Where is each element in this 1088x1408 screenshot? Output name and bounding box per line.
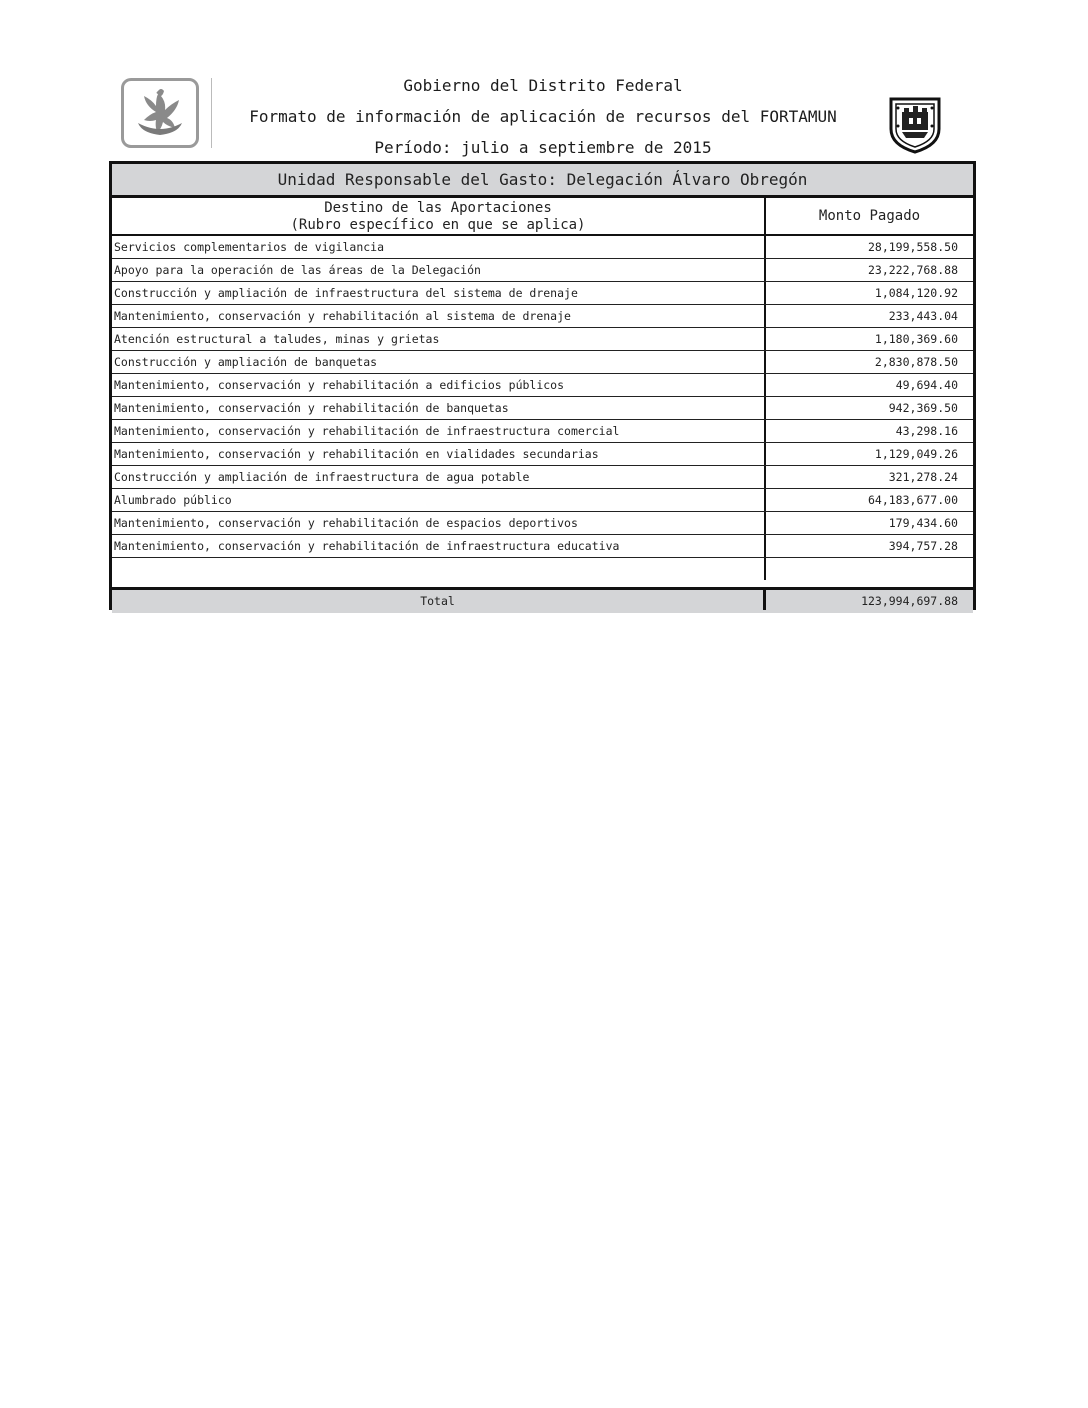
table-row — [112, 351, 973, 374]
destino-cell: Servicios complementarios de vigilancia — [112, 236, 766, 258]
destino-cell: Construcción y ampliación de infraestructura de agua potable — [112, 466, 766, 488]
destino-cell: Mantenimiento, conservación y rehabilitación de infraestructura comercial — [112, 420, 766, 442]
monto-cell: 233,443.04 — [888, 309, 958, 323]
monto-cell — [766, 558, 973, 580]
fortamun-table — [109, 161, 976, 610]
total-row — [112, 587, 973, 613]
destino-cell: Alumbrado público — [112, 489, 766, 511]
destino-cell: Apoyo para la operación de las áreas de la Delegación — [112, 259, 766, 281]
monto-cell: 179,434.60 — [888, 516, 958, 530]
total-value: 123,994,697.88 — [861, 594, 958, 608]
monto-cell: 321,278.24 — [888, 470, 958, 484]
destino-cell: Mantenimiento, conservación y rehabilitación al sistema de drenaje — [112, 305, 766, 327]
destino-cell: Construcción y ampliación de infraestructura del sistema de drenaje — [112, 282, 766, 304]
document-title: Formato de información de aplicación de recursos del FORTAMUN — [249, 107, 837, 126]
unit-title: Unidad Responsable del Gasto: Delegación Álvaro Obregón — [112, 164, 973, 198]
table-row — [112, 535, 973, 558]
destino-cell: Mantenimiento, conservación y rehabilitación de banquetas — [112, 397, 766, 419]
period-label: Período: julio a septiembre de 2015 — [374, 138, 712, 157]
table-row — [112, 466, 973, 489]
table-row — [112, 305, 973, 328]
table-row-empty — [112, 558, 973, 581]
monto-cell: 49,694.40 — [895, 378, 958, 392]
table-row — [112, 236, 973, 259]
monto-cell: 28,199,558.50 — [867, 240, 958, 254]
monto-cell: 2,830,878.50 — [874, 355, 958, 369]
table-row — [112, 328, 973, 351]
destino-header-line2: (Rubro específico en que se aplica) — [290, 217, 586, 233]
monto-cell: 64,183,677.00 — [867, 493, 958, 507]
coat-of-arms-icon — [888, 96, 942, 154]
table-row — [112, 512, 973, 535]
destino-cell: Mantenimiento, conservación y rehabilitación de espacios deportivos — [112, 512, 766, 534]
destino-cell: Mantenimiento, conservación y rehabilitación en vialidades secundarias — [112, 443, 766, 465]
table-row — [112, 489, 973, 512]
monto-cell: 1,129,049.26 — [874, 447, 958, 461]
government-title: Gobierno del Distrito Federal — [403, 76, 683, 95]
total-label: Total — [112, 590, 766, 610]
table-row — [112, 282, 973, 305]
monto-column-header: Monto Pagado — [766, 198, 973, 236]
table-row — [112, 443, 973, 466]
table-row — [112, 420, 973, 443]
gdf-logo — [121, 78, 199, 148]
monto-cell: 23,222,768.88 — [867, 263, 958, 277]
destino-cell — [112, 558, 766, 580]
table-row — [112, 259, 973, 282]
destino-cell: Mantenimiento, conservación y rehabilitación a edificios públicos — [112, 374, 766, 396]
monto-cell: 394,757.28 — [888, 539, 958, 553]
destino-cell: Mantenimiento, conservación y rehabilitación de infraestructura educativa — [112, 535, 766, 557]
destino-header-line1: Destino de las Aportaciones — [324, 200, 552, 216]
destino-cell: Construcción y ampliación de banquetas — [112, 351, 766, 373]
monto-cell: 43,298.16 — [895, 424, 958, 438]
destino-cell: Atención estructural a taludes, minas y grietas — [112, 328, 766, 350]
table-row — [112, 374, 973, 397]
destino-column-header — [112, 198, 766, 236]
monto-cell: 1,180,369.60 — [874, 332, 958, 346]
monto-cell: 942,369.50 — [888, 401, 958, 415]
monto-cell: 1,084,120.92 — [874, 286, 958, 300]
table-row — [112, 397, 973, 420]
